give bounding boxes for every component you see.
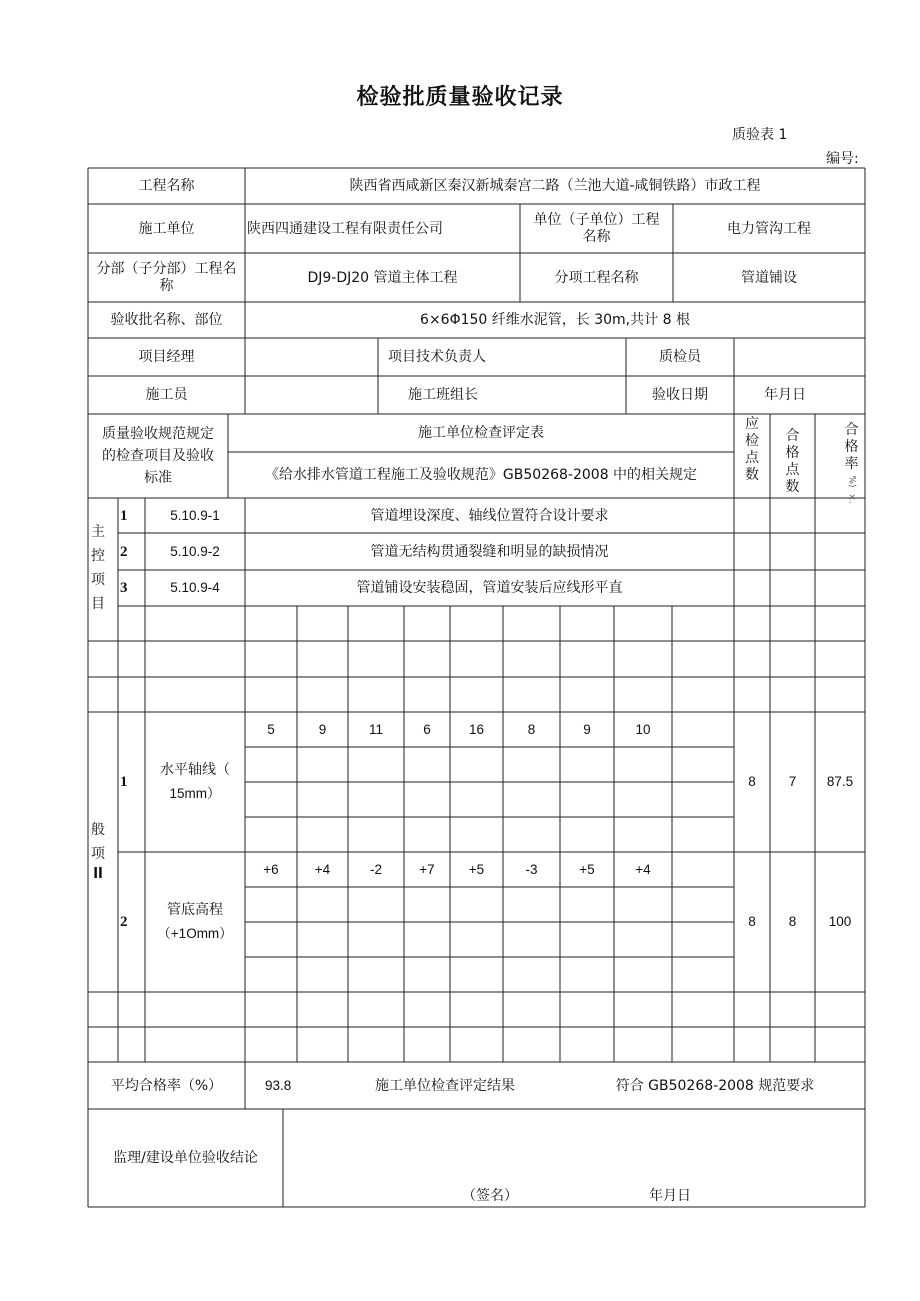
main-item-3-desc: 管道铺设安装稳固，管道安装后应线形平直 [356,580,623,596]
main-item-2-desc: 管道无结构贯通裂缝和明显的缺损情况 [370,543,609,560]
measurement: -3 [525,861,538,877]
unit-project-label: 单位（子单位）工程 名称 [533,211,660,245]
main-item-2-code: 5.10.9-2 [170,543,220,559]
general-item-1-name: 水平轴线（ 15mm） [160,762,230,801]
signature-date: 年月日 [649,1188,691,1204]
general-item-2-pass: 8 [788,914,797,929]
signature-label: （签名） [462,1188,518,1204]
measurement: 5 [267,721,275,737]
general-item-2-name: 管底高程 （+1Omm） [157,902,233,941]
measurement: 6 [423,721,431,737]
pm-label: 项目经理 [138,349,195,365]
measurement: 8 [527,721,536,737]
unit-project: 电力管沟工程 [727,220,811,237]
general-item-2-rate: 100 [828,914,852,929]
main-item-3-no: 3 [120,580,128,596]
serial-number-label: 编号: [826,151,859,167]
inspector-label: 质检员 [659,349,701,365]
main-item-3-code: 5.10.9-4 [170,580,220,595]
project-name: 陕西省西咸新区秦汉新城秦宫二路（兰池大道-咸铜铁路）市政工程 [349,178,761,194]
tech-lead-label: 项目技术负责人 [388,349,486,365]
general-item-1-pass: 7 [788,774,797,789]
division-label: 分部（子分部）工程名 称 [96,260,237,294]
batch: 6×6Φ150 纤维水泥管，长 30m,共计 8 根 [420,312,690,328]
measurement: +7 [419,861,435,877]
main-item-1-desc: 管道埋设深度、轴线位置符合设计要求 [370,507,609,524]
measurement: 9 [318,721,327,737]
measurement: +4 [314,861,331,877]
inspector-value[interactable] [734,338,865,376]
measurement: -2 [369,861,382,877]
measurement: +5 [468,861,485,877]
general-items-label: 般 项 ll [91,822,105,882]
measurement: +6 [263,861,279,877]
page-title: 检验批质量验收记录 [356,85,564,110]
should-check-points-header: 应 检 点 数 [745,416,759,483]
sub-item: 管道铺设 [741,269,797,286]
measurement: 10 [635,721,651,737]
avg-rate-label: 平均合格率（%） [110,1077,223,1094]
criteria-label: 质量验收规范规定 的检查项目及验收 标准 [102,426,214,486]
division: DJ9-DJ20 管道主体工程 [307,269,458,286]
result: 符合 GB50268-2008 规范要求 [615,1077,815,1094]
general-item-1-no: 1 [120,774,128,790]
worker-label: 施工员 [145,387,188,403]
batch-label: 验收批名称、部位 [110,312,223,328]
result-label: 施工单位检查评定结果 [375,1077,515,1094]
main-item-2-no: 2 [120,543,128,560]
measurement: +4 [635,861,651,877]
pm-value[interactable] [245,338,378,376]
standard-reference: 《给水排水管道工程施工及验收规范》GB50268-2008 中的相关规定 [264,467,698,483]
pass-points-header: 合 格 点 数 [785,428,800,495]
project-name-label: 工程名称 [138,178,195,194]
foreman-label: 施工班组长 [408,387,478,403]
contractor-label: 施工单位 [138,220,195,237]
sub-item-label: 分项工程名称 [554,269,639,286]
general-item-2-should: 8 [748,914,756,929]
main-item-1-no: 1 [120,507,128,524]
date-label: 验收日期 [652,387,708,403]
measurement: 9 [583,721,591,737]
date-value[interactable]: 年月日 [764,387,806,403]
avg-rate: 93.8 [265,1077,292,1093]
general-item-2-no: 2 [120,914,128,930]
contractor: 陕西四通建设工程有限责任公司 [247,220,443,237]
main-control-label: 主 控 项 目 [91,524,105,612]
general-item-1-rate: 87.5 [826,774,854,789]
worker-value[interactable] [245,376,378,414]
measurement: 16 [468,721,485,737]
eval-header: 施工单位检查评定表 [418,425,544,441]
supervision-label: 监理/建设单位验收结论 [113,1150,258,1166]
measurement: 11 [368,721,383,737]
main-item-1-code: 5.10.9-1 [170,507,220,523]
general-item-1-should: 8 [748,774,756,789]
measurement: +5 [579,861,595,877]
form-number: 质验表 1 [732,127,788,143]
pass-rate-header: 合 格 率 %) ×. [844,422,859,504]
